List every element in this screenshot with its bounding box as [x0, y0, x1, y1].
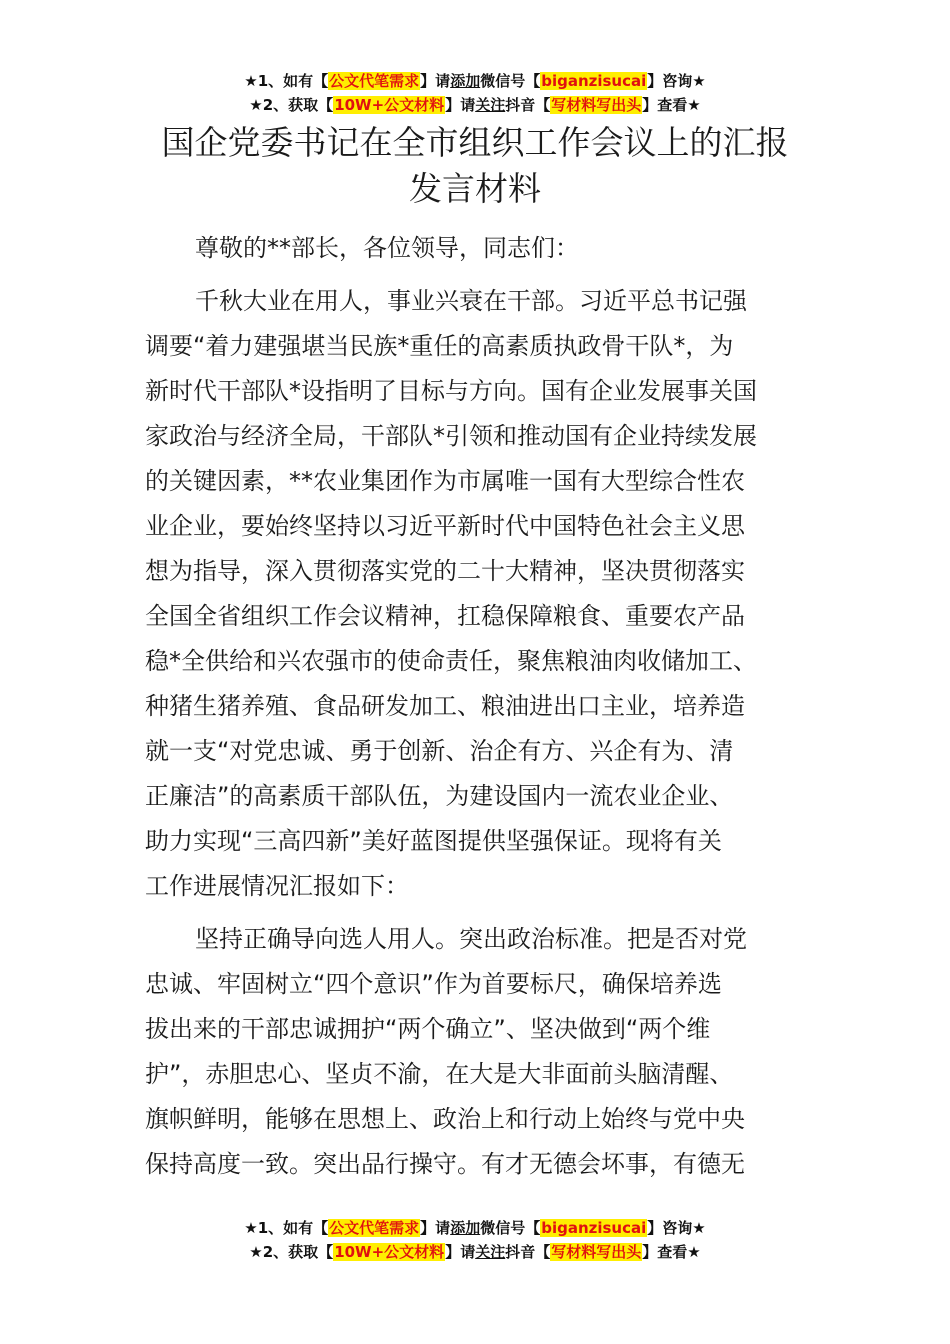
banner-highlight: 写材料写出头 [551, 1243, 642, 1261]
text-line: 正廉洁”的高素质干部队伍，为建设国内一流农业企业、 [145, 782, 734, 810]
text-line: 就一支“对党忠诚、勇于创新、治企有方、兴企有为、清 [145, 737, 734, 765]
text-line: 旗帜鲜明，能够在思想上、政治上和行动上始终与党中央 [145, 1105, 745, 1133]
banner-text: 】请 [420, 72, 451, 90]
text-line: 种猪生猪养殖、食品研发加工、粮油进出口主业，培养造 [145, 692, 745, 720]
banner-highlight: 公文代笔需求 [329, 1219, 420, 1237]
text-line: 助力实现“三高四新”美好蓝图提供坚强保证。现将有关 [145, 827, 722, 855]
text-line: 稳*全供给和兴农强市的使命责任，聚焦粮油肉收储加工、 [145, 647, 757, 675]
paragraph-1 [145, 279, 810, 909]
banner-highlight: biganzisucai [541, 1219, 647, 1237]
banner-underline: 添加 [450, 1219, 481, 1237]
banner-highlight: 写材料写出头 [551, 96, 642, 114]
banner-line-1 [0, 69, 950, 93]
banner-text: ★2、获取【 [249, 96, 334, 114]
banner-text: 】查看★ [642, 1243, 701, 1261]
text-line: 调要“着力建强堪当民族*重任的高素质执政骨干队*，为 [145, 332, 734, 360]
banner-text: 】请 [420, 1219, 451, 1237]
text-line: 新时代干部队*设指明了目标与方向。国有企业发展事关国 [145, 377, 757, 405]
banner-text: ★2、获取【 [249, 1243, 334, 1261]
banner-line-2 [0, 1240, 950, 1264]
banner-text: ★1、如有【 [244, 72, 329, 90]
banner-text: 】咨询★ [647, 72, 706, 90]
banner-highlight: biganzisucai [541, 72, 647, 90]
banner-line-2 [0, 93, 950, 117]
banner-text: 】查看★ [642, 96, 701, 114]
paragraph-2 [145, 917, 810, 1187]
banner-underline: 关注 [475, 1243, 506, 1261]
text-line: 坚持正确导向选人用人。突出政治标准。把是否对党 [195, 925, 747, 953]
banner-highlight: 10W+公文材料 [334, 1243, 445, 1261]
text-line: 工作进展情况汇报如下： [145, 872, 409, 900]
banner-text: 抖音【 [505, 1243, 551, 1261]
document-title [90, 120, 860, 212]
banner-text: 抖音【 [505, 96, 551, 114]
banner-underline: 添加 [450, 72, 481, 90]
salutation: 尊敬的**部长，各位领导，同志们： [195, 234, 579, 262]
text-line: 家政治与经济全局，干部队*引领和推动国有企业持续发展 [145, 422, 757, 450]
banner-text: 】咨询★ [647, 1219, 706, 1237]
banner-text: 微信号【 [480, 1219, 541, 1237]
footer-banner [0, 1216, 950, 1264]
header-banner [0, 69, 950, 117]
text-line: 保持高度一致。突出品行操守。有才无德会坏事，有德无 [145, 1150, 745, 1178]
banner-highlight: 公文代笔需求 [329, 72, 420, 90]
text-line: 业企业，要始终坚持以习近平新时代中国特色社会主义思 [145, 512, 745, 540]
banner-line-1 [0, 1216, 950, 1240]
banner-text: 】请 [445, 1243, 476, 1261]
text-line: 忠诚、牢固树立“四个意识”作为首要标尺，确保培养选 [145, 970, 722, 998]
text-line: 护”，赤胆忠心、坚贞不渝，在大是大非面前头脑清醒、 [145, 1060, 734, 1088]
banner-text: 微信号【 [480, 72, 541, 90]
text-line: 的关键因素，**农业集团作为市属唯一国有大型综合性农 [145, 467, 745, 495]
banner-highlight: 10W+公文材料 [334, 96, 445, 114]
banner-text: ★1、如有【 [244, 1219, 329, 1237]
text-line: 想为指导，深入贯彻落实党的二十大精神，坚决贯彻落实 [145, 557, 745, 585]
text-line: 千秋大业在用人，事业兴衰在干部。习近平总书记强 [195, 287, 747, 315]
banner-text: 】请 [445, 96, 476, 114]
text-line: 拔出来的干部忠诚拥护“两个确立”、坚决做到“两个维 [145, 1015, 711, 1043]
text-line: 全国全省组织工作会议精神，扛稳保障粮食、重要农产品 [145, 602, 745, 630]
title-line: 国企党委书记在全市组织工作会议上的汇报 [161, 123, 789, 162]
document-body [145, 226, 810, 1187]
title-line: 发言材料 [409, 169, 541, 208]
banner-underline: 关注 [475, 96, 506, 114]
